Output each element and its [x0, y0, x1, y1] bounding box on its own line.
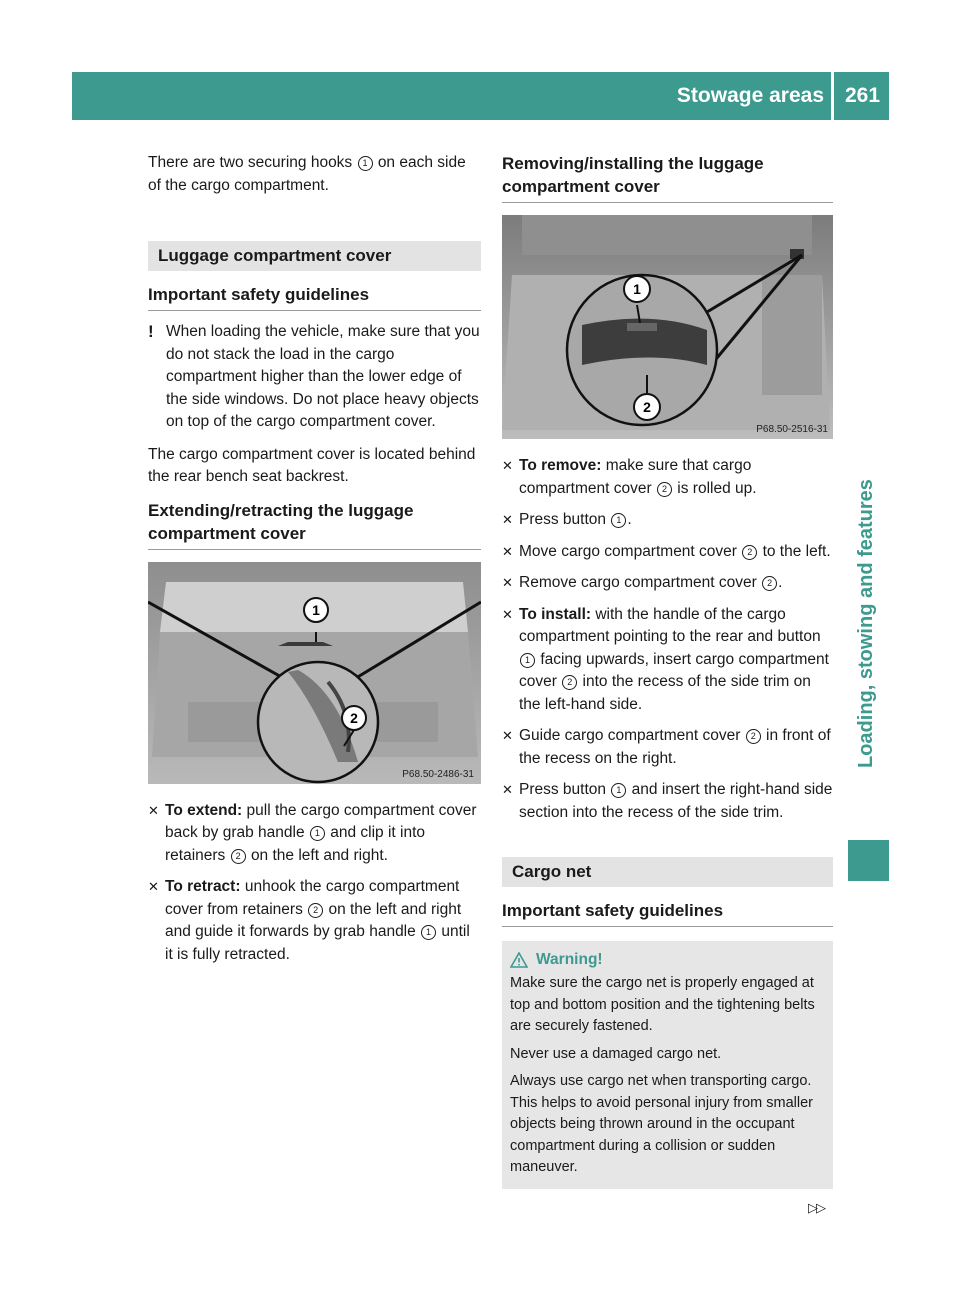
marker-2: 2 [742, 545, 757, 560]
step-text [519, 541, 831, 564]
cargo-photo-right [502, 215, 833, 439]
marker-1: 1 [421, 925, 436, 940]
intro-paragraph [148, 152, 481, 197]
step-text-part: and insert the right-hand side section into the recess of the side trim. [519, 781, 833, 821]
step-text-part: with the handle of the cargo compartment pointing to the rear and button [519, 605, 821, 645]
marker-1: 1 [611, 783, 626, 798]
step-label: To retract: [165, 878, 241, 895]
side-tab-label: Loading, stowing and features [855, 479, 877, 768]
step-text-part: Press button [519, 511, 607, 528]
step-text [519, 604, 833, 717]
step-text-part: to the left. [762, 542, 831, 560]
step-move-cover [502, 541, 833, 564]
marker-1: 1 [310, 826, 325, 841]
warning-paragraph: Never use a damaged cargo net. [510, 1045, 722, 1062]
step-arrow-icon: ✕ [502, 606, 513, 622]
step-label: To remove: [519, 457, 602, 474]
warning-paragraph: Always use cargo net when transporting cargo. This helps to avoid personal injury from smaller objects being thrown around in the occupant compartment during a collision or sudden maneuver. [510, 1073, 814, 1175]
figure-extend-cover [148, 562, 481, 784]
extend-heading: Extending/retracting the luggage compartment cover [148, 499, 481, 550]
warning-title [510, 951, 825, 969]
step-extend [148, 800, 481, 868]
step-arrow-icon: ✕ [502, 728, 513, 743]
notice [148, 321, 481, 434]
figure-remove-cover [502, 215, 833, 439]
warning-box [502, 941, 833, 1189]
warning-triangle-icon [510, 952, 528, 968]
step-text-part: into the recess of the side trim on the left-hand side. [519, 673, 811, 713]
figure-code: P68.50-2486-31 [402, 768, 474, 780]
step-text-part: on the left and right. [250, 846, 388, 864]
step-text-part: Remove cargo compartment cover [519, 574, 757, 591]
cargo-net-safety-heading: Important safety guidelines [502, 899, 833, 927]
figure-marker-2: 2 [350, 709, 358, 726]
step-text-part: until it is fully retracted. [165, 923, 470, 963]
intro-text-start: There are two securing hooks [148, 154, 353, 171]
step-text-part: . [627, 511, 632, 528]
step-text-part: unhook the cargo compartment cover from retainers [165, 878, 460, 918]
marker-2: 2 [308, 903, 323, 918]
marker-2: 2 [231, 849, 246, 864]
marker-2: 2 [562, 675, 577, 690]
step-arrow-icon: ✕ [502, 458, 513, 473]
step-text-part: Guide cargo compartment cover [519, 727, 741, 744]
step-press-button [502, 509, 833, 532]
location-paragraph: The cargo compartment cover is located behind the rear bench seat backrest. [148, 445, 476, 485]
marker-2: 2 [762, 576, 777, 591]
step-install [502, 604, 833, 717]
step-text [519, 725, 833, 770]
step-text [519, 455, 833, 500]
step-text [519, 572, 782, 595]
cargo-photo-left [148, 562, 481, 784]
left-column [148, 152, 481, 975]
continue-icon: ▷▷ [808, 1200, 824, 1215]
warning-paragraph: Make sure the cargo net is properly engaged at top and bottom position and the tightening belts are securely fastened. [510, 975, 815, 1034]
step-text [519, 509, 632, 532]
marker-1: 1 [611, 513, 626, 528]
marker-1: 1 [520, 653, 535, 668]
step-text [165, 876, 481, 966]
step-text-part: pull the cargo compartment cover back by grab handle [165, 801, 477, 841]
step-guide-cover [502, 725, 833, 770]
step-arrow-icon: ✕ [502, 543, 513, 559]
figure-code: P68.50-2516-31 [756, 424, 828, 435]
step-retract [148, 876, 481, 966]
step-press-insert [502, 779, 833, 824]
notice-text: When loading the vehicle, make sure that you do not stack the load in the cargo compartment higher than the lower edge of the side windows. Do not place heavy objects on top of the cargo compartment cover. [166, 323, 480, 430]
warning-label: Warning! [536, 951, 603, 968]
step-text-part: Press button [519, 781, 607, 798]
step-label: To extend: [165, 801, 243, 819]
intro-text-end: on each side of the cargo compartment. [148, 154, 466, 194]
step-text-part: on the left and right and guide it forwards by grab handle [165, 900, 462, 940]
step-text-part: facing upwards, insert cargo compartment cover [519, 650, 829, 690]
step-text [165, 800, 481, 868]
side-tab-marker [848, 840, 889, 881]
step-arrow-icon: ✕ [502, 575, 513, 590]
step-text [519, 779, 833, 824]
step-arrow-icon: ✕ [148, 879, 159, 894]
figure-marker-2: 2 [643, 399, 651, 415]
remove-install-heading: Removing/installing the luggage compartment cover [502, 152, 833, 203]
right-column [502, 152, 833, 1189]
page-section-title: Stowage areas [676, 84, 824, 107]
safety-heading: Important safety guidelines [148, 283, 481, 311]
step-remove [502, 455, 833, 500]
step-label: To install: [519, 605, 592, 623]
step-arrow-icon: ✕ [148, 802, 159, 818]
figure-marker-1: 1 [312, 601, 320, 618]
step-text-part: is rolled up. [677, 479, 757, 497]
step-text-part: in front of the recess on the right. [519, 727, 831, 767]
step-text-part: make sure that cargo compartment cover [519, 457, 752, 497]
step-remove-cover [502, 572, 833, 595]
step-arrow-icon: ✕ [502, 782, 513, 797]
step-text-part: Move cargo compartment cover [519, 542, 737, 560]
header-divider [831, 72, 834, 120]
step-arrow-icon: ✕ [502, 512, 513, 527]
step-text-part: . [778, 574, 783, 591]
section-heading-cargo-net: Cargo net [502, 857, 833, 887]
step-text-part: and clip it into retainers [165, 824, 426, 864]
marker-1: 1 [358, 156, 373, 171]
marker-2: 2 [657, 482, 672, 497]
page-number: 261 [844, 84, 881, 107]
figure-marker-1: 1 [633, 281, 641, 297]
section-heading-luggage-cover: Luggage compartment cover [148, 241, 481, 271]
marker-2: 2 [746, 729, 761, 744]
notice-icon: ! [148, 322, 154, 341]
